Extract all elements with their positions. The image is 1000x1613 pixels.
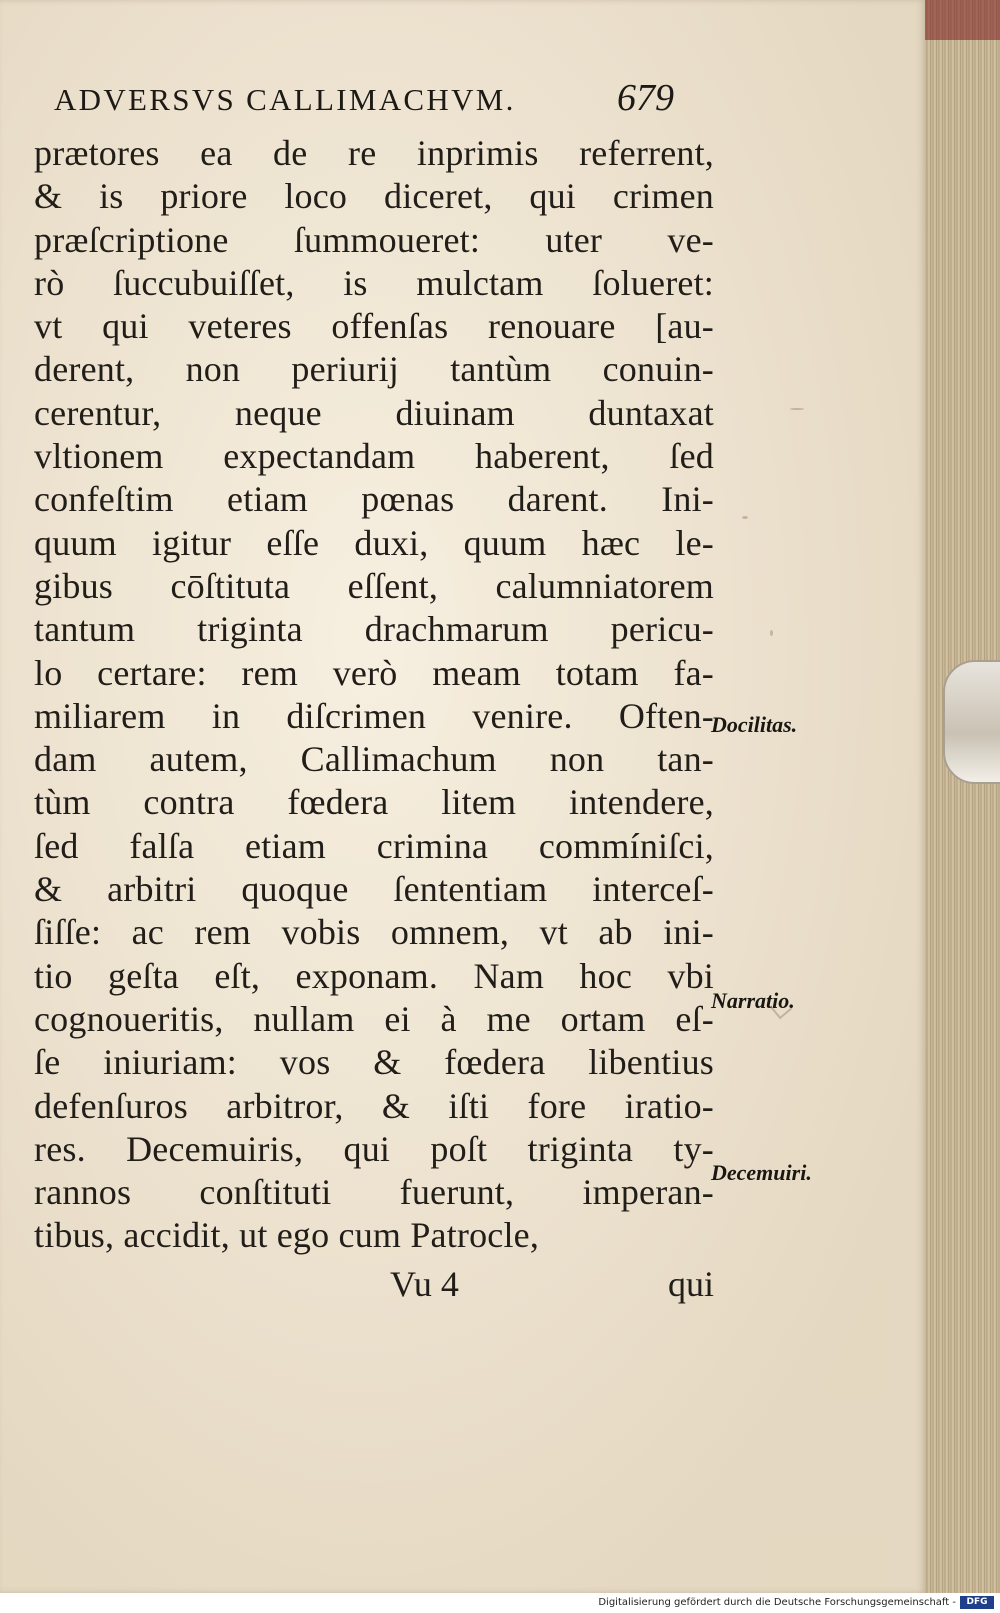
- text-line: cerentur, neque diuinam duntaxat: [34, 392, 714, 433]
- text-line: & is priore loco diceret, qui crimen: [34, 176, 714, 217]
- text-line: tio geſta eſt, exponam. Nam hoc vbi: [34, 955, 714, 996]
- body-text: [34, 132, 714, 1258]
- text-line: prætores ea de re inprimis referrent,: [34, 133, 714, 173]
- text-line: vt qui veteres offenſas renouare [au-: [34, 306, 714, 347]
- text-line: derent, non periurij tantùm conuin-: [34, 349, 714, 390]
- page-number: 679: [617, 77, 674, 119]
- margin-note-decemuiri: Decemuiri.: [711, 1160, 812, 1185]
- text-line: ſe iniuriam: vos & fœdera libentius: [34, 1042, 714, 1083]
- book-edge-color: [925, 0, 1000, 40]
- book-clasp: [943, 660, 1000, 784]
- text-line: dam autem, Callimachum non tan-: [34, 739, 714, 780]
- book-fore-edge: [925, 0, 1000, 1593]
- margin-note-docilitas: Docilitas.: [711, 712, 798, 737]
- text-line: res. Decemuiris, qui poſt triginta ty-: [34, 1128, 714, 1169]
- text-line: defenſuros arbitror, & iſti fore iratio-: [34, 1085, 714, 1126]
- signature-mark: Vu 4: [390, 1264, 459, 1304]
- text-line: quum igitur eſſe duxi, quum hæc le-: [34, 522, 714, 563]
- text-line: tantum triginta drachmarum pericu-: [34, 609, 714, 650]
- text-line: cognoueritis, nullam ei à me ortam eſ-: [34, 998, 714, 1039]
- text-line: ſed falſa etiam crimina commíniſci,: [34, 825, 714, 866]
- text-line: gibus cōſtituta eſſent, calumniatorem: [34, 565, 714, 606]
- text-line: & arbitri quoque ſententiam interceſ-: [34, 869, 714, 910]
- dfg-logo: DFG: [960, 1596, 994, 1609]
- paper-speck: [790, 408, 804, 410]
- catchword: qui: [667, 1264, 714, 1304]
- text-line: ſiſſe: ac rem vobis omnem, vt ab ini-: [34, 912, 714, 953]
- text-line: tùm contra fœdera litem intendere,: [34, 782, 714, 823]
- text-line: vltionem expectandam haberent, ſed: [34, 436, 714, 477]
- text-line: rannos conſtituti fuerunt, imperan-: [34, 1172, 714, 1213]
- text-line: confeſtim etiam pœnas darent. Ini-: [34, 479, 714, 520]
- paper-speck: [742, 516, 748, 519]
- text-line: tibus, accidit, ut ego cum Patrocle,: [34, 1215, 540, 1256]
- margin-note-narratio: Narratio.: [711, 988, 795, 1013]
- text-line: lo certare: rem verò meam totam fa-: [34, 652, 714, 693]
- text-line: rò ſuccubuiſſet, is mulctam ſolueret:: [34, 262, 714, 303]
- paper-speck: [770, 630, 773, 636]
- text-line: præſcriptione ſummoueret: uter ve-: [34, 219, 714, 260]
- page-header: [54, 76, 674, 128]
- footer-credit: Digitalisierung gefördert durch die Deutsche Forschungsgemeinschaft -: [598, 1597, 956, 1608]
- page-foot: [34, 1263, 714, 1307]
- running-head: ADVERSVS CALLIMACHVM.: [54, 82, 516, 117]
- text-line: miliarem in diſcrimen venire. Often-: [34, 695, 714, 736]
